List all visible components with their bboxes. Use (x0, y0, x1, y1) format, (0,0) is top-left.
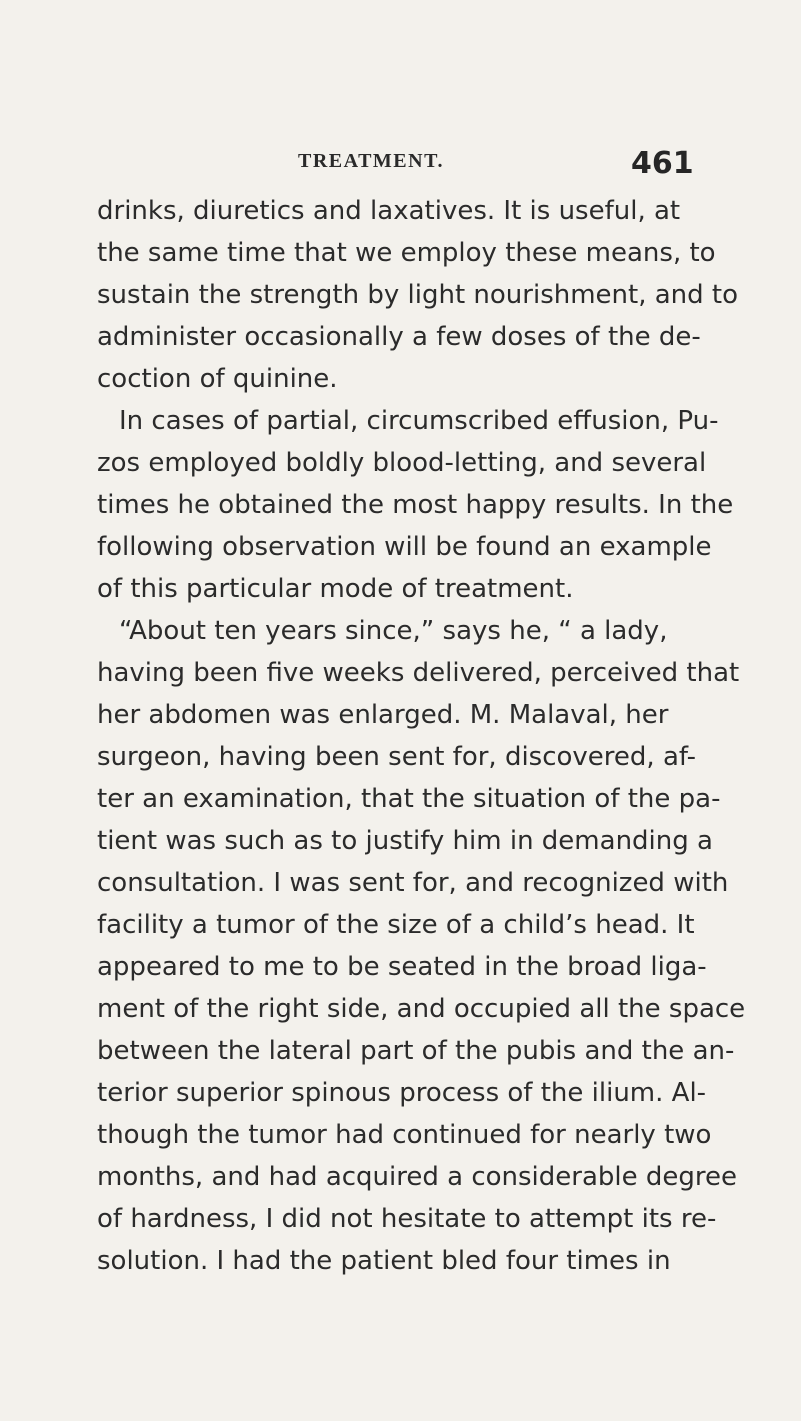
text-line: appeared to me to be seated in the broad liga- (97, 952, 707, 982)
text-line: zos employed boldly blood-letting, and several (97, 448, 707, 478)
text-line: administer occasionally a few doses of the de- (97, 322, 701, 352)
body-text (97, 190, 746, 1282)
text-line: though the tumor had continued for nearly two (97, 1120, 712, 1150)
text-line: following observation will be found an example (97, 532, 712, 562)
text-line: between the lateral part of the pubis and the an- (97, 1036, 735, 1066)
text-line: of this particular mode of treatment. (97, 574, 574, 604)
text-line: months, and had acquired a considerable degree (97, 1162, 738, 1192)
text-line: terior superior spinous process of the ilium. Al- (97, 1078, 707, 1108)
page-header (0, 146, 801, 186)
text-line: surgeon, having been sent for, discovered, af- (97, 742, 696, 772)
page-number: 461 (631, 146, 694, 181)
text-line: of hardness, I did not hesitate to attempt its re- (97, 1204, 717, 1234)
text-line: ment of the right side, and occupied all the space (97, 994, 746, 1024)
text-line: drinks, diuretics and laxatives. It is useful, at (97, 196, 681, 226)
text-line: consultation. I was sent for, and recognized with (97, 868, 729, 898)
text-line: facility a tumor of the size of a child’s head. It (97, 910, 695, 940)
text-line: coction of quinine. (97, 364, 338, 394)
text-line: tient was such as to justify him in demanding a (97, 826, 713, 856)
text-line: solution. I had the patient bled four times in (97, 1246, 671, 1276)
text-line: the same time that we employ these means, to (97, 238, 716, 268)
text-line: ter an examination, that the situation of the pa- (97, 784, 721, 814)
text-line: times he obtained the most happy results. In the (97, 490, 734, 520)
text-line: “About ten years since,” says he, “ a lady, (119, 616, 668, 646)
text-line: having been five weeks delivered, perceived that (97, 658, 740, 688)
text-line: her abdomen was enlarged. M. Malaval, her (97, 700, 669, 730)
text-line: In cases of partial, circumscribed effusion, Pu- (119, 406, 719, 436)
running-head: TREATMENT. (298, 150, 444, 172)
text-line: sustain the strength by light nourishment, and to (97, 280, 739, 310)
